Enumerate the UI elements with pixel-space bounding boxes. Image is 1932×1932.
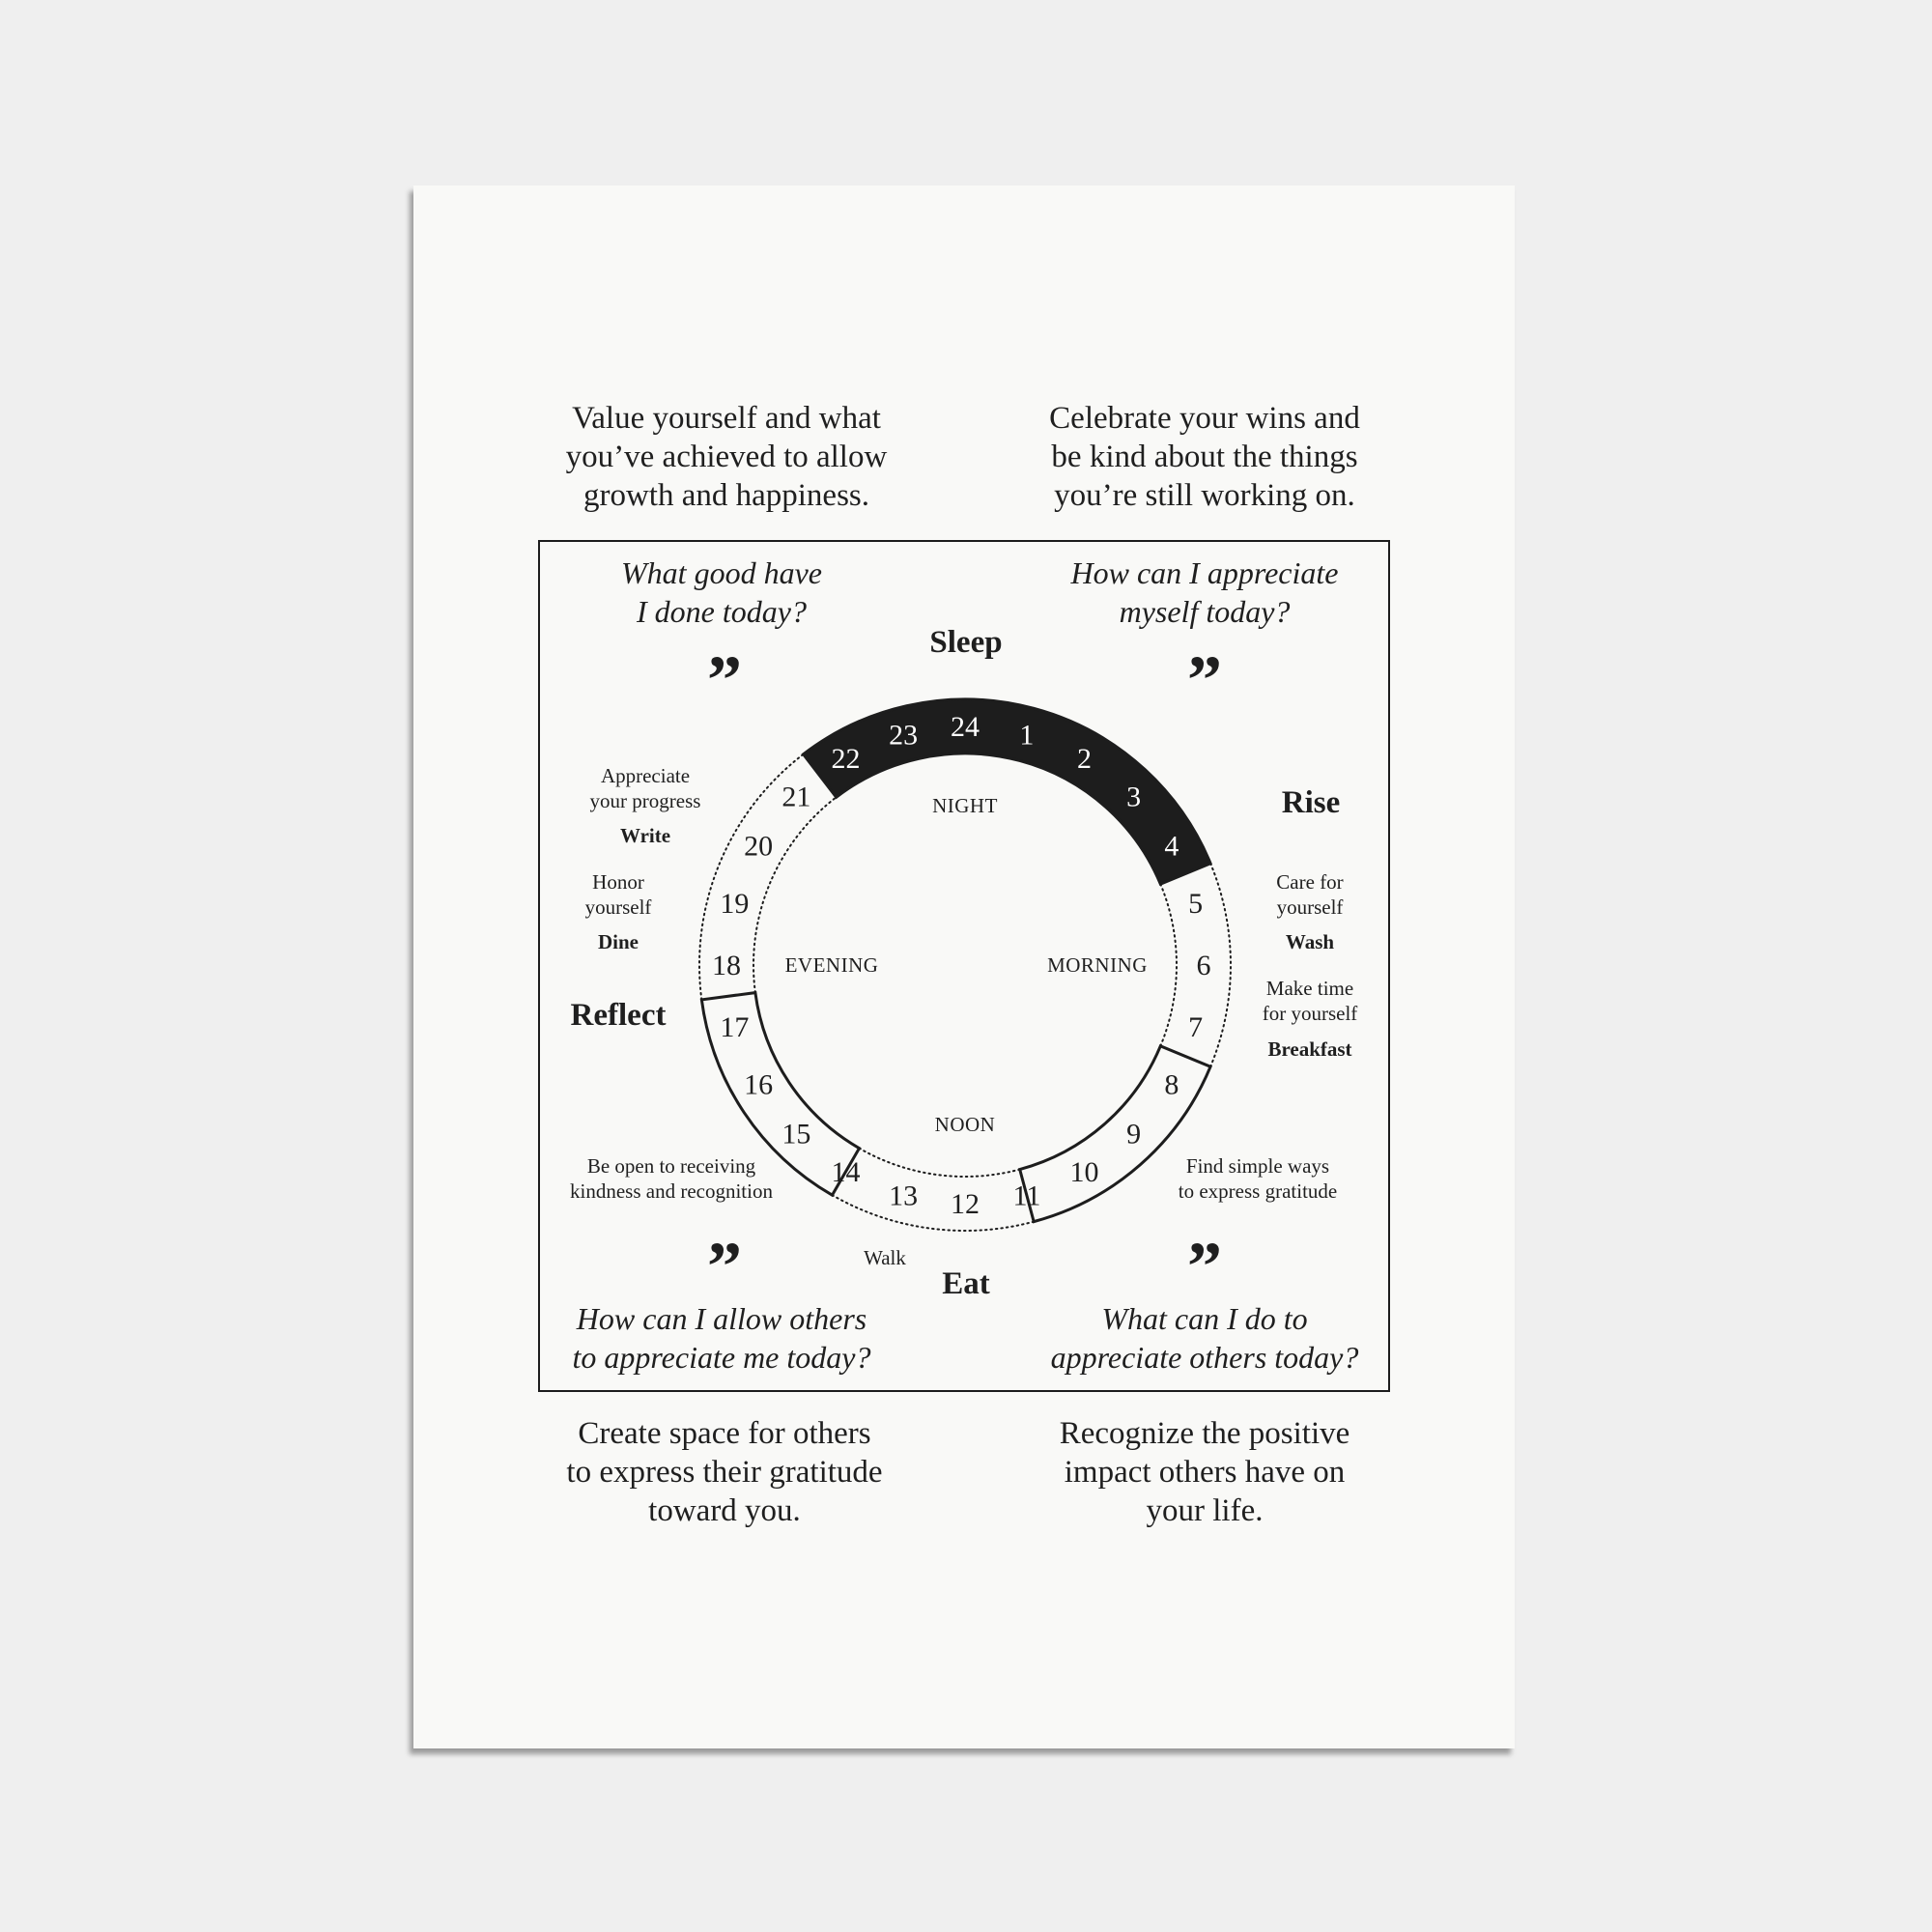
hour-label-18: 18 <box>712 950 741 981</box>
hour-label-9: 9 <box>1126 1118 1142 1151</box>
hour-label-21: 21 <box>781 781 811 813</box>
hour-label-8: 8 <box>1164 1068 1179 1101</box>
activity-dine: Dine <box>598 930 639 953</box>
quote-mark-icon: ” <box>1187 641 1222 719</box>
phase-reflect: Reflect <box>570 998 667 1033</box>
question-bottom-left: How can I allow others to appreciate me today? <box>572 1301 871 1375</box>
phase-eat: Eat <box>942 1266 990 1301</box>
hint-dine: Honor yourself <box>584 870 652 919</box>
note-bottom-right: Recognize the positive impact others have on your life. <box>1059 1416 1350 1528</box>
activity-breakfast: Breakfast <box>1267 1037 1352 1061</box>
hour-label-1: 1 <box>1019 719 1035 752</box>
hour-label-20: 20 <box>744 830 774 863</box>
hour-label-6: 6 <box>1196 950 1211 981</box>
hint-gratitude: Find simple ways to express gratitude <box>1178 1154 1338 1203</box>
activity-walk: Walk <box>864 1246 906 1269</box>
rise-segment <box>1210 864 1231 1066</box>
hour-label-22: 22 <box>831 743 861 776</box>
period-night: NIGHT <box>932 794 998 817</box>
hour-label-10: 10 <box>1069 1155 1099 1188</box>
activity-wash: Wash <box>1285 930 1335 953</box>
quote-mark-icon: ” <box>1187 1228 1222 1305</box>
period-morning: MORNING <box>1047 953 1148 977</box>
hour-label-14: 14 <box>831 1155 861 1188</box>
activity-write: Write <box>619 824 671 847</box>
hour-label-16: 16 <box>744 1068 774 1101</box>
hour-label-2: 2 <box>1077 743 1092 776</box>
hour-label-7: 7 <box>1188 1010 1204 1043</box>
quote-mark-icon: ” <box>707 1228 742 1305</box>
hour-label-15: 15 <box>781 1118 811 1151</box>
hint-wash: Care for yourself <box>1276 870 1344 919</box>
note-top-right: Celebrate your wins and be kind about the things you’re still working on. <box>1049 401 1360 513</box>
question-top-left: What good have I done today? <box>621 555 822 629</box>
noon-segment <box>860 1149 1020 1177</box>
hour-label-23: 23 <box>889 719 919 752</box>
question-bottom-right: What can I do to appreciate others today? <box>1050 1301 1359 1375</box>
period-evening: EVENING <box>784 953 879 977</box>
hour-label-13: 13 <box>889 1179 919 1212</box>
night-segment <box>804 699 1210 884</box>
hour-label-17: 17 <box>720 1010 750 1043</box>
hour-label-4: 4 <box>1164 830 1179 863</box>
phase-rise: Rise <box>1281 785 1341 820</box>
hint-receive: Be open to receiving kindness and recognition <box>570 1154 773 1203</box>
hint-breakfast: Make time for yourself <box>1262 977 1358 1025</box>
morning-work-segment <box>1020 1046 1210 1222</box>
hour-label-5: 5 <box>1188 888 1204 921</box>
note-top-left: Value yourself and what you’ve achieved to allow growth and happiness. <box>565 401 888 513</box>
period-noon: NOON <box>934 1113 996 1136</box>
note-bottom-left: Create space for others to express their gratitude toward you. <box>566 1416 883 1528</box>
hint-write: Appreciate your progress <box>589 764 701 812</box>
hour-label-19: 19 <box>720 888 750 921</box>
noon-segment <box>833 1195 1035 1231</box>
rise-segment <box>1160 884 1177 1046</box>
phase-sleep: Sleep <box>929 625 1003 660</box>
hour-label-12: 12 <box>951 1188 980 1220</box>
hour-label-3: 3 <box>1126 781 1142 813</box>
quote-mark-icon: ” <box>707 641 742 719</box>
question-top-right: How can I appreciate myself today? <box>1070 555 1339 629</box>
hour-label-24: 24 <box>951 711 980 743</box>
hour-label-11: 11 <box>1012 1179 1041 1212</box>
